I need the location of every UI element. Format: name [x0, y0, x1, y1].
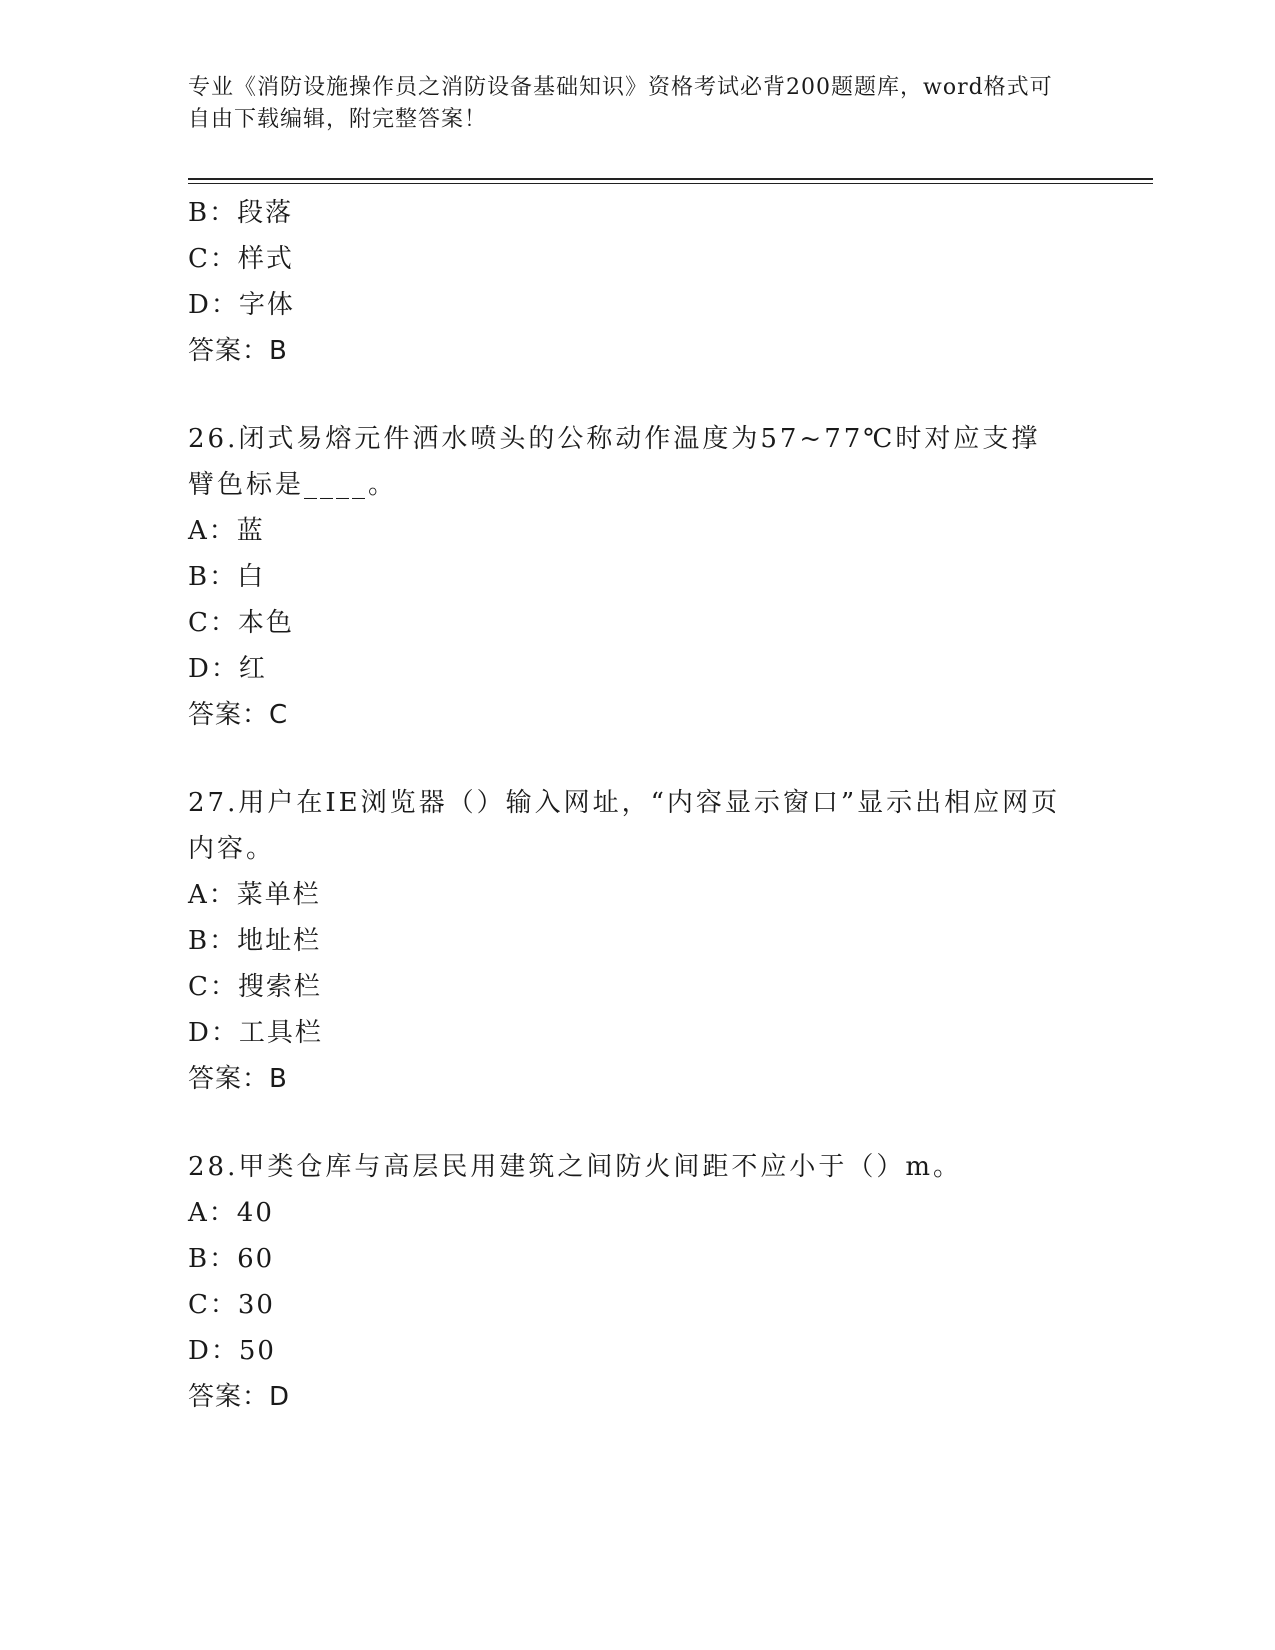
option-d: D：红: [188, 654, 267, 684]
option-b: B：60: [188, 1244, 275, 1274]
document-header: [188, 72, 1068, 136]
question-26: [188, 416, 1088, 738]
question-text: 27.用户在IE浏览器（）输入网址，“内容显示窗口”显示出相应网页内容。: [188, 788, 1061, 864]
option-a: A：40: [188, 1198, 274, 1228]
option-c: C：30: [188, 1290, 275, 1320]
option-c: C：搜索栏: [188, 972, 322, 1002]
option-d: D：工具栏: [188, 1018, 323, 1048]
document-title: 专业《消防设施操作员之消防设备基础知识》资格考试必背200题题库，word格式可自由下载编辑，附完整答案！: [188, 75, 1053, 132]
answer-line: 答案：B: [188, 336, 288, 366]
continued-question: [188, 190, 1088, 374]
question-28: [188, 1144, 1088, 1420]
header-rule-thick: [188, 178, 1153, 180]
question-27: [188, 780, 1088, 1102]
question-list: [188, 190, 1088, 1420]
question-text: 26.闭式易熔元件洒水喷头的公称动作温度为57~77℃时对应支撑臂色标是____。: [188, 424, 1041, 500]
option-a: A：菜单栏: [188, 880, 321, 910]
header-rule-thin: [188, 183, 1153, 184]
answer-line: 答案：B: [188, 1064, 288, 1094]
answer-line: 答案：D: [188, 1382, 291, 1412]
option-b: B：地址栏: [188, 926, 322, 956]
option-a: A：蓝: [188, 516, 265, 546]
answer-line: 答案：C: [188, 700, 289, 730]
option-d: D：字体: [188, 290, 295, 320]
question-text: 28.甲类仓库与高层民用建筑之间防火间距不应小于（）m。: [188, 1152, 963, 1182]
option-c: C：本色: [188, 608, 294, 638]
option-b: B：段落: [188, 198, 294, 228]
option-b: B：白: [188, 562, 266, 592]
option-d: D：50: [188, 1336, 276, 1366]
option-c: C：样式: [188, 244, 294, 274]
